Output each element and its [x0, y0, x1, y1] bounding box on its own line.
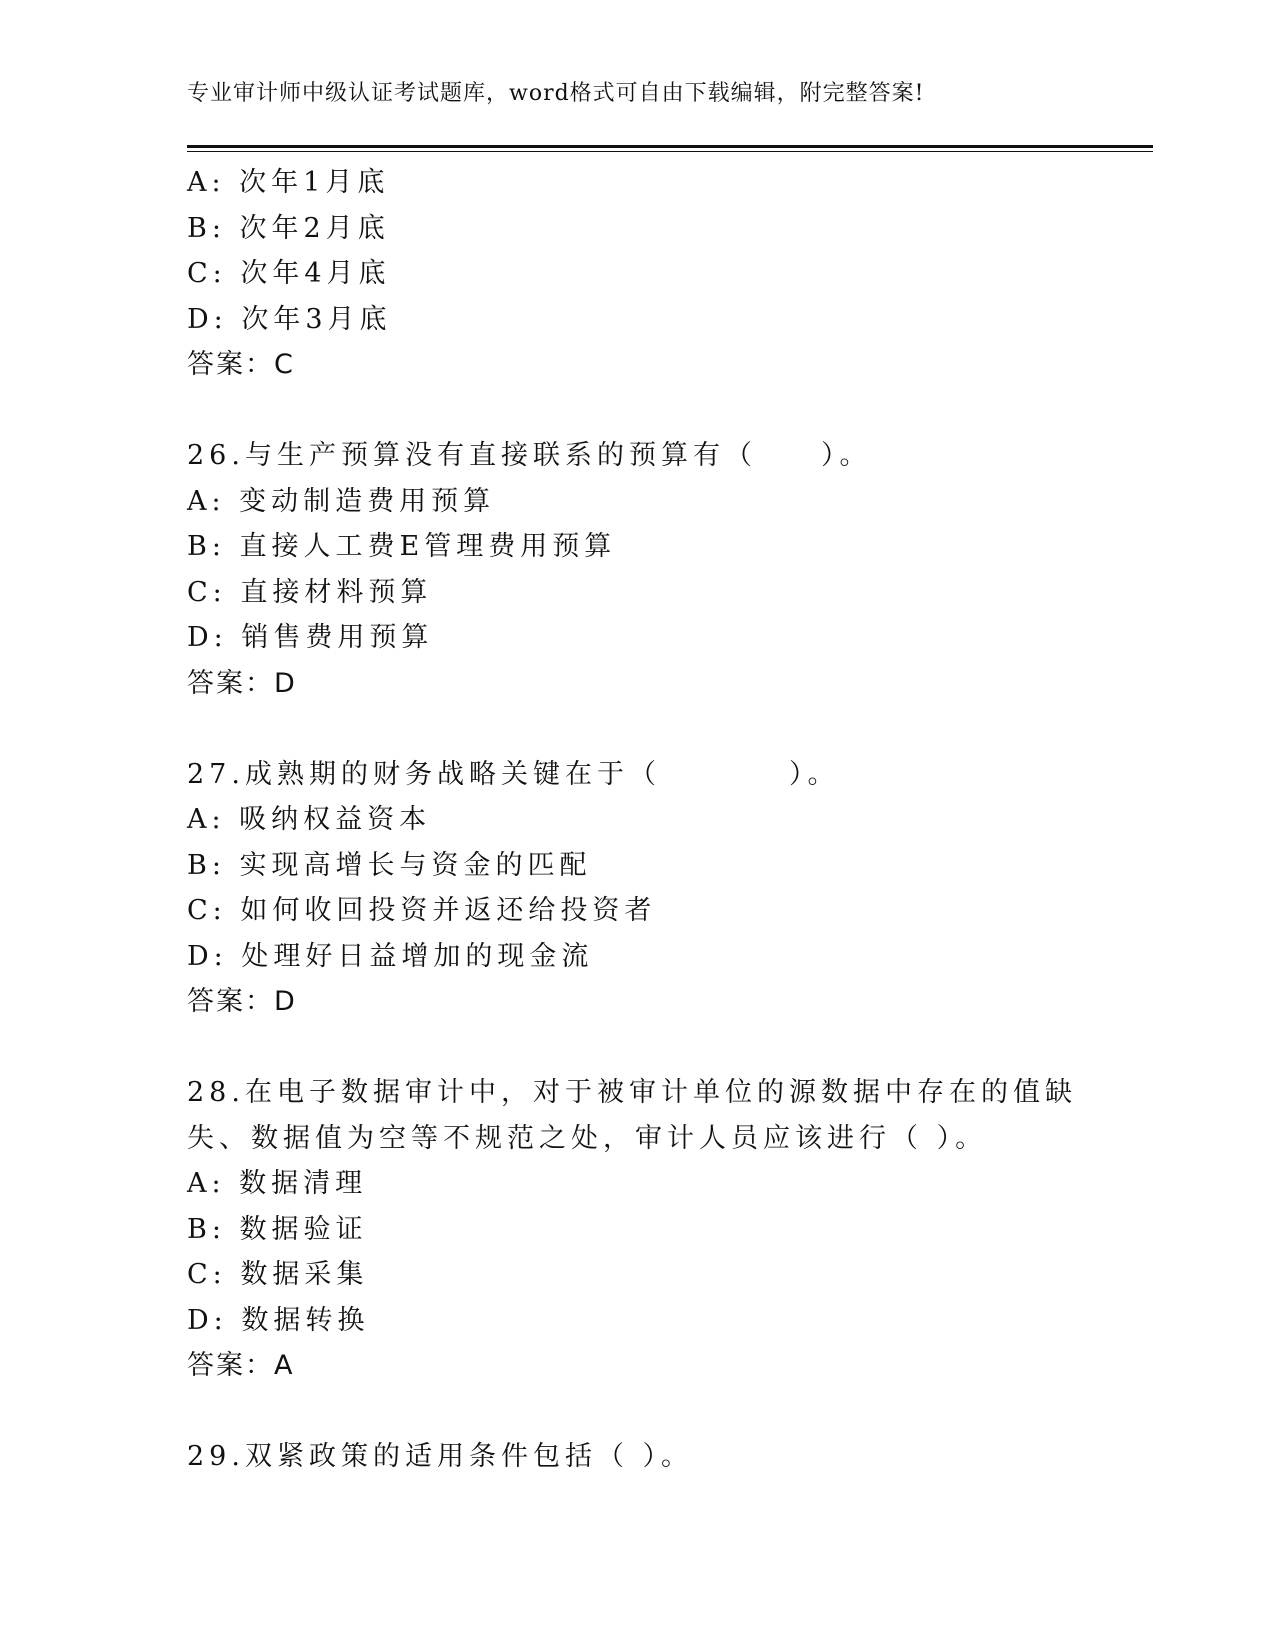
- option-b: B: 实现高增长与资金的匹配: [187, 849, 592, 881]
- answer: 答案：D: [187, 667, 297, 699]
- page-header: 专业审计师中级认证考试题库，word格式可自由下载编辑，附完整答案!: [187, 81, 925, 106]
- option-d: D: 次年3月底: [187, 303, 392, 335]
- document-body: [187, 160, 1087, 1480]
- option-b: B: 直接人工费E管理费用预算: [187, 531, 617, 562]
- option-a: A: 变动制造费用预算: [187, 485, 496, 517]
- option-d: D: 数据转换: [187, 1304, 370, 1336]
- answer: 答案：D: [187, 986, 297, 1017]
- option-c: C: 如何收回投资并返还给投资者: [187, 895, 657, 926]
- option-b: B: 次年2月底: [187, 212, 390, 244]
- option-d: D: 处理好日益增加的现金流: [187, 940, 594, 972]
- option-a: A: 次年1月底: [187, 167, 390, 198]
- option-c: C: 次年4月底: [187, 258, 391, 289]
- question-stem: 29.双紧政策的适用条件包括（ ）。: [187, 1441, 694, 1472]
- header-rule-thin: [187, 151, 1153, 152]
- question-stem: 26.与生产预算没有直接联系的预算有（ ）。: [187, 440, 872, 471]
- question-stem: 27.成熟期的财务战略关键在于（ ）。: [187, 758, 840, 790]
- option-a: A: 数据清理: [187, 1168, 368, 1199]
- answer: 答案：A: [187, 1350, 295, 1381]
- option-b: B: 数据验证: [187, 1213, 368, 1245]
- option-a: A: 吸纳权益资本: [187, 804, 432, 835]
- answer: 答案：C: [187, 349, 295, 380]
- question-stem: 28.在电子数据审计中，对于被审计单位的源数据中存在的值缺失、数据值为空等不规范之处，审计人员应该进行（ ）。: [187, 1077, 1077, 1154]
- option-d: D: 销售费用预算: [187, 622, 434, 653]
- option-c: C: 数据采集: [187, 1259, 369, 1290]
- option-c: C: 直接材料预算: [187, 576, 433, 608]
- header-rule-thick: [187, 145, 1153, 148]
